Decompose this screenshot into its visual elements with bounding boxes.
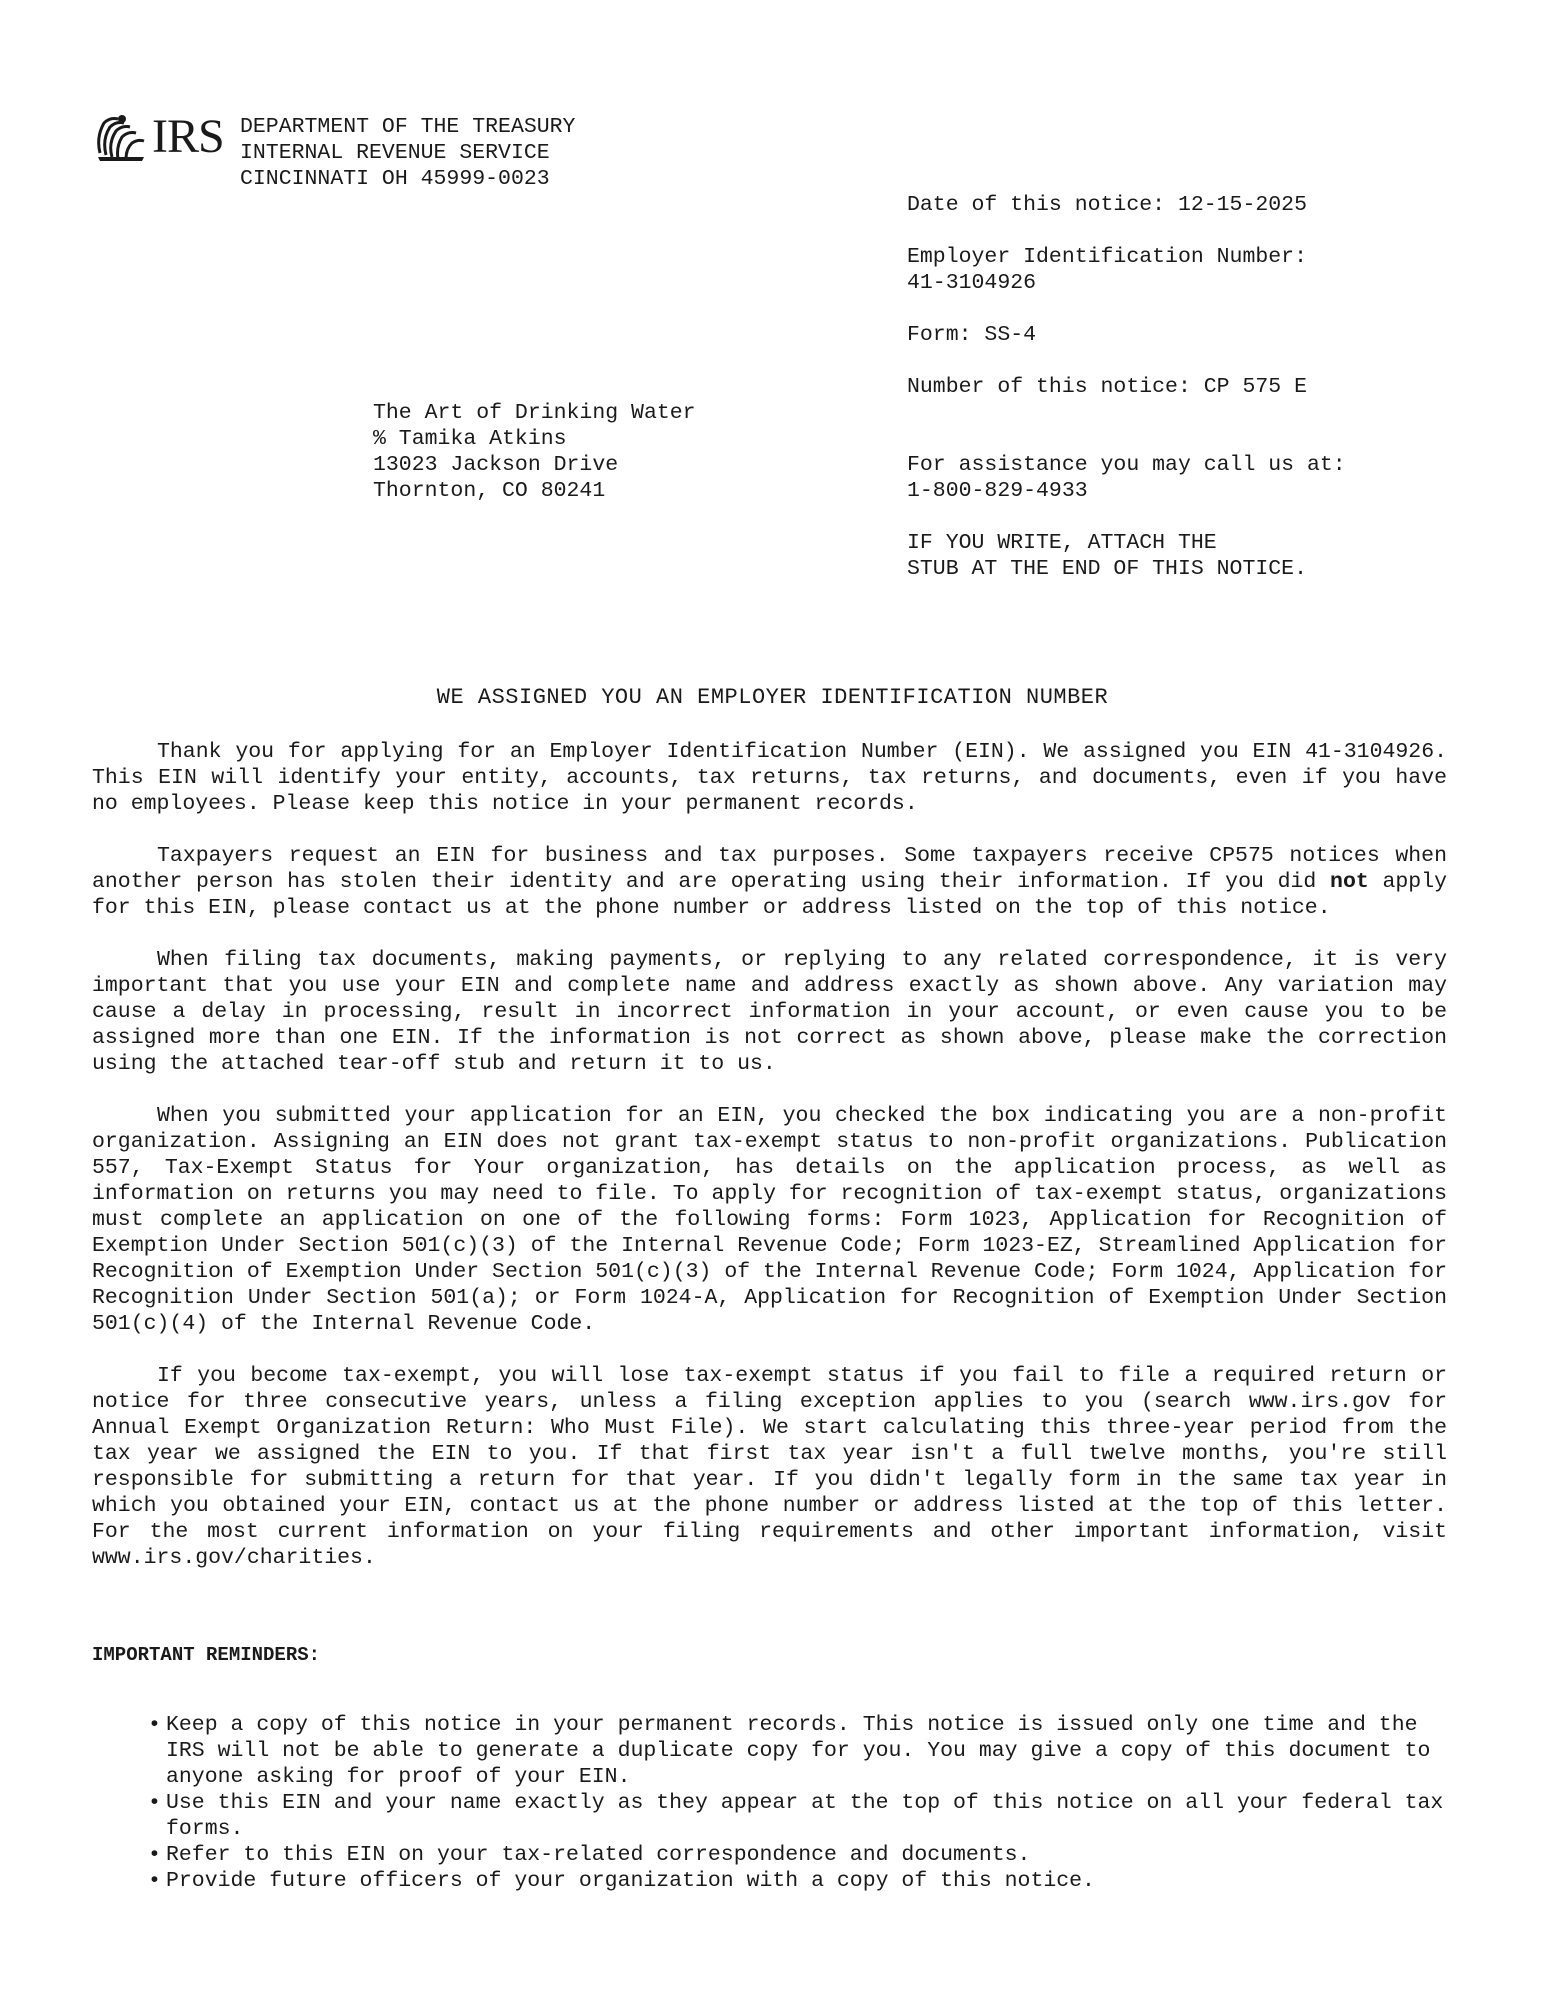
list-item (148, 1868, 1448, 1894)
ein-label: Employer Identification Number: (907, 245, 1307, 269)
list-item (148, 1842, 1448, 1868)
assistance-label: For assistance you may call us at: (907, 453, 1346, 477)
notice-date: Date of this notice: 12-15-2025 (907, 193, 1307, 217)
agency-line: INTERNAL REVENUE SERVICE (240, 141, 550, 165)
bullet-icon: • (148, 1713, 161, 1737)
address-line: % Tamika Atkins (373, 427, 567, 451)
address-line: Thornton, CO 80241 (373, 479, 606, 503)
notice-body (92, 739, 1447, 1597)
write-instruction-line: IF YOU WRITE, ATTACH THE (907, 531, 1217, 555)
bullet-icon: • (148, 1843, 161, 1867)
list-item-text: Refer to this EIN on your tax-related correspondence and documents. (166, 1843, 1031, 1867)
assistance-phone: 1-800-829-4933 (907, 479, 1088, 503)
paragraph: When you submitted your application for an EIN, you checked the box indicating you are a non-profit organization. Assigning an EIN does not grant tax-exempt status to non-profit organizations. Publication 557, Tax-Exempt Status for Your organization, has details on the application process, as well as information on returns you may need to file. To apply for recognition of tax-exempt status, organizations must complete an application on one of the following forms: Form 1023, Application for Recognition of Exemption Under Section 501(c)(3) of the Internal Revenue Code; Form 1023-EZ, Streamlined Application for Recognition of Exemption Under Section 501(c)(3) of the Internal Revenue Code; Form 1024, Application for Recognition Under Section 501(a); or Form 1024-A, Application for Recognition of Exemption Under Section 501(c)(4) of the Internal Revenue Code. (92, 1104, 1447, 1336)
paragraph-text: apply for this EIN, please contact us at the phone number or address listed on the top of this notice. (92, 870, 1448, 920)
paragraph: When filing tax documents, making payments, or replying to any related correspondence, it is very important that you use your EIN and complete name and address exactly as shown above. Any variation may cause a delay in processing, result in incorrect information in your account, or even cause you to be assigned more than one EIN. If the information is not correct as shown above, please make the correction using the attached tear-off stub and return it to us. (92, 948, 1447, 1076)
write-instruction-line: STUB AT THE END OF THIS NOTICE. (907, 557, 1307, 581)
recipient-address (373, 400, 696, 504)
irs-logo (92, 110, 224, 163)
ein-value: 41-3104926 (907, 271, 1037, 295)
paragraph: Thank you for applying for an Employer Identification Number (EIN). We assigned you EIN 41-3104926. This EIN will identify your entity, accounts, tax returns, tax returns, and documents, even if you have no employees. Please keep this notice in your permanent records. (92, 740, 1447, 816)
emphasis-text: not (1330, 870, 1369, 894)
list-item-text: Keep a copy of this notice in your permanent records. This notice is issued only one time and the IRS will not be able to generate a duplicate copy for you. You may give a copy of this document to anyone asking for proof of your EIN. (166, 1713, 1431, 1789)
irs-eagle-icon (92, 113, 148, 163)
address-line: 13023 Jackson Drive (373, 453, 619, 477)
paragraph-text: Taxpayers request an EIN for business and tax purposes. Some taxpayers receive CP575 notices when another person has stolen their identity and are operating using their information. If you did (92, 844, 1447, 894)
agency-line: DEPARTMENT OF THE TREASURY (240, 115, 576, 139)
bullet-icon: • (148, 1869, 161, 1893)
notice-info (907, 192, 1346, 582)
form-type: Form: SS-4 (907, 323, 1037, 347)
address-line: The Art of Drinking Water (373, 401, 696, 425)
agency-address (240, 114, 575, 192)
reminders-list (148, 1712, 1448, 1894)
notice-heading: WE ASSIGNED YOU AN EMPLOYER IDENTIFICATION NUMBER (436, 685, 1109, 710)
list-item (148, 1790, 1448, 1842)
list-item (148, 1712, 1448, 1790)
list-item-text: Provide future officers of your organization with a copy of this notice. (166, 1869, 1095, 1893)
agency-line: CINCINNATI OH 45999-0023 (240, 167, 550, 191)
reminders-title: IMPORTANT REMINDERS: (92, 1644, 321, 1666)
paragraph: If you become tax-exempt, you will lose tax-exempt status if you fail to file a required return or notice for three consecutive years, unless a filing exception applies to you (search www.irs.gov for Annual Exempt Organization Return: Who Must File). We start calculating this three-year period from the tax year we assigned the EIN to you. If that first tax year isn't a full twelve months, you're still responsible for submitting a return for that year. If you didn't legally form in the same tax year in which you obtained your EIN, contact us at the phone number or address listed at the top of this letter. For the most current information on your filing requirements and other important information, visit www.irs.gov/charities. (92, 1364, 1447, 1570)
irs-logo-text: IRS (152, 110, 224, 163)
list-item-text: Use this EIN and your name exactly as they appear at the top of this notice on all your federal tax forms. (166, 1791, 1444, 1841)
bullet-icon: • (148, 1791, 161, 1815)
paragraph (92, 843, 1447, 921)
notice-number: Number of this notice: CP 575 E (907, 375, 1307, 399)
